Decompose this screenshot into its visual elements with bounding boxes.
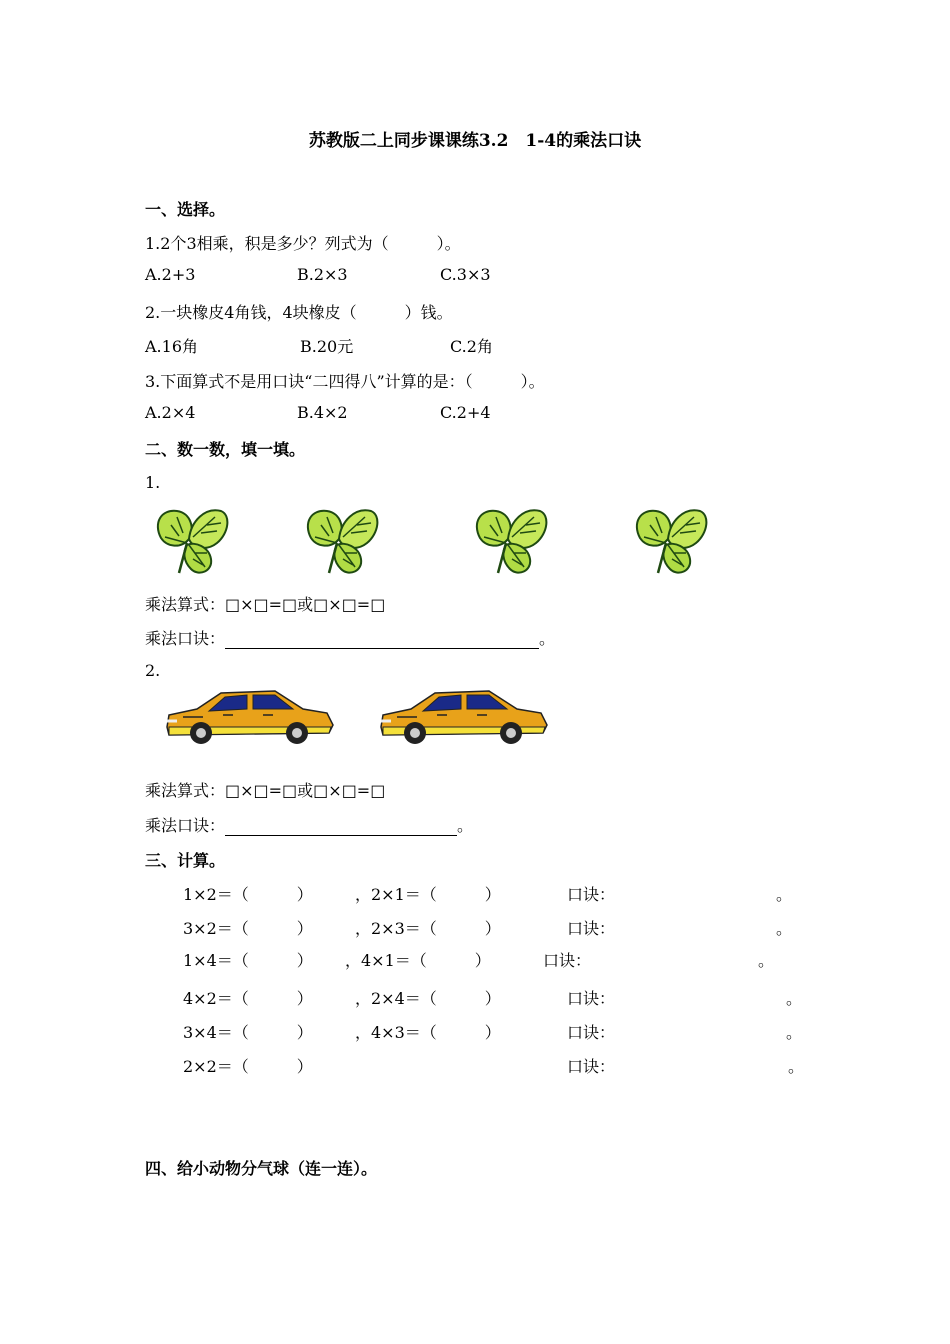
item-2-verse xyxy=(145,813,473,836)
section-heading-choice: 一、选择。 xyxy=(145,200,226,219)
calc-row-2-label: 口诀： xyxy=(567,919,616,938)
question-3: 3.下面算式不是用口诀“二四得八”计算的是：（ ）。 xyxy=(145,372,545,391)
section-heading-balloons: 四、给小动物分气球（连一连）。 xyxy=(145,1159,378,1178)
calc-row-5-b: ，4×3＝（ ） xyxy=(355,1023,501,1042)
calc-row-5-label: 口诀： xyxy=(567,1023,616,1042)
q3-option-c: C.2+4 xyxy=(440,403,491,422)
item-1-number: 1. xyxy=(145,473,161,492)
q1-option-c: C.3×3 xyxy=(440,265,491,284)
question-2: 2.一块橡皮4角钱，4块橡皮（ ）钱。 xyxy=(145,303,453,322)
calc-row-6-end: 。 xyxy=(788,1057,805,1076)
item-2-number: 2. xyxy=(145,661,161,680)
calc-row-4-end: 。 xyxy=(786,989,803,1008)
calc-row-6-label: 口诀： xyxy=(567,1057,616,1076)
calc-row-4-a: 4×2＝（ ） xyxy=(183,989,313,1008)
q3-option-a: A.2×4 xyxy=(145,403,196,422)
calc-row-3-end: 。 xyxy=(758,951,775,970)
calc-row-3-b: ，4×1＝（ ） xyxy=(345,951,491,970)
leaf-icon xyxy=(151,503,231,578)
verse-label: 乘法口诀： xyxy=(145,816,226,835)
q2-option-a: A.16角 xyxy=(145,337,199,356)
leaf-icon xyxy=(301,503,381,578)
calc-row-2-a: 3×2＝（ ） xyxy=(183,919,313,938)
verse-end: 。 xyxy=(539,629,556,648)
calc-row-1-a: 1×2＝（ ） xyxy=(183,885,313,904)
question-1: 1.2个3相乘，积是多少？列式为（ ）。 xyxy=(145,234,461,253)
verse-end: 。 xyxy=(457,816,474,835)
calc-row-1-end: 。 xyxy=(776,885,793,904)
calc-row-5-end: 。 xyxy=(786,1023,803,1042)
verse-label: 乘法口诀： xyxy=(145,629,226,648)
calc-row-1-b: ，2×1＝（ ） xyxy=(355,885,501,904)
item-2-formula: 乘法算式：□×□=□或□×□=□ xyxy=(145,781,386,800)
leaf-icon xyxy=(470,503,550,578)
page-title: 苏教版二上同步课课练3.2 1-4的乘法口诀 xyxy=(308,131,642,151)
calc-row-6-a: 2×2＝（ ） xyxy=(183,1057,313,1076)
car-icon xyxy=(163,687,335,747)
leaf-icon xyxy=(630,503,710,578)
calc-row-2-b: ，2×3＝（ ） xyxy=(355,919,501,938)
calc-row-3-a: 1×4＝（ ） xyxy=(183,951,313,970)
answer-blank[interactable] xyxy=(225,632,539,649)
q3-option-b: B.4×2 xyxy=(297,403,348,422)
calc-row-4-label: 口诀： xyxy=(567,989,616,1008)
q2-option-c: C.2角 xyxy=(450,337,493,356)
section-heading-calc: 三、计算。 xyxy=(145,851,226,870)
calc-row-3-label: 口诀： xyxy=(543,951,592,970)
answer-blank[interactable] xyxy=(225,819,457,836)
calc-row-4-b: ，2×4＝（ ） xyxy=(355,989,501,1008)
calc-row-2-end: 。 xyxy=(776,919,793,938)
q1-option-b: B.2×3 xyxy=(297,265,348,284)
q1-option-a: A.2+3 xyxy=(145,265,196,284)
car-icon xyxy=(377,687,549,747)
item-1-verse xyxy=(145,626,555,649)
calc-row-1-label: 口诀： xyxy=(567,885,616,904)
section-heading-count: 二、数一数，填一填。 xyxy=(145,440,306,459)
item-1-formula: 乘法算式：□×□=□或□×□=□ xyxy=(145,595,386,614)
calc-row-5-a: 3×4＝（ ） xyxy=(183,1023,313,1042)
q2-option-b: B.20元 xyxy=(300,337,354,356)
